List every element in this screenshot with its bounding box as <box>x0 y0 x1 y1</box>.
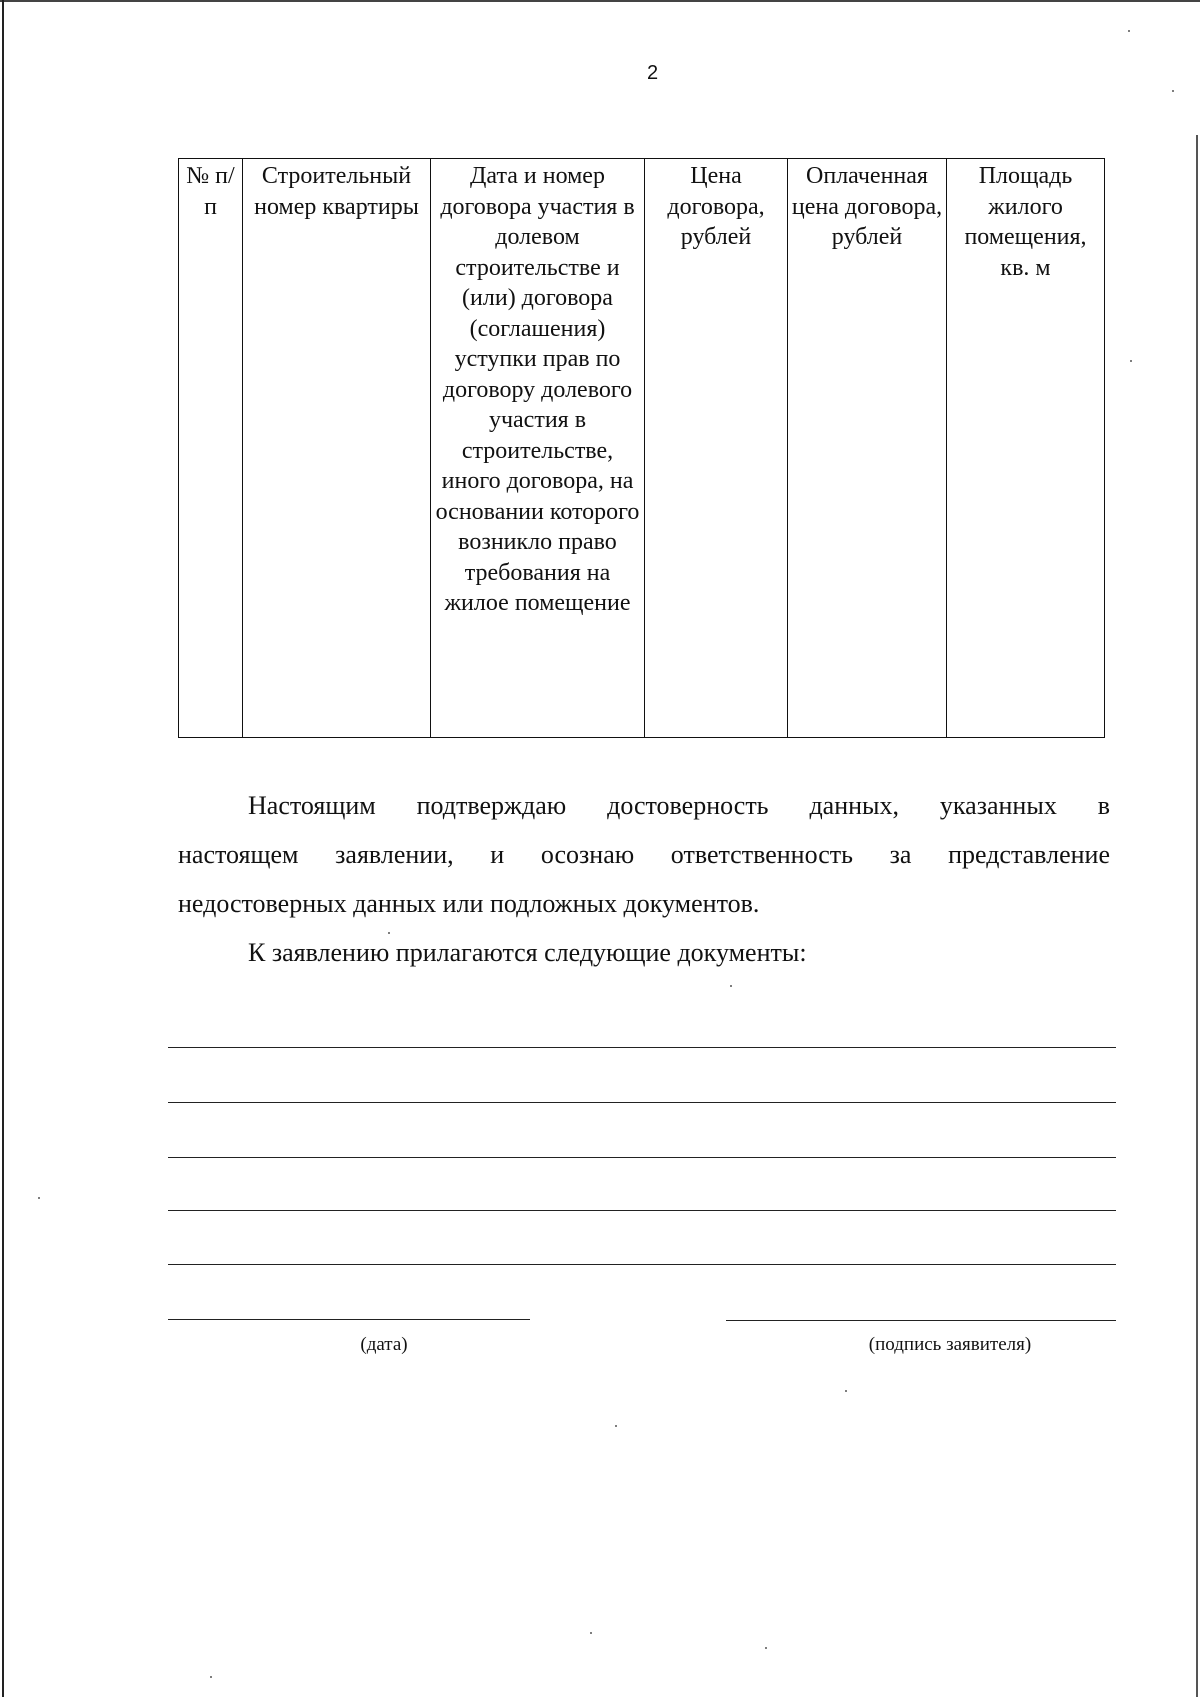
scan-speck <box>1172 90 1174 92</box>
scan-edge-right <box>1196 135 1198 1697</box>
header-living-area: Площадь жилого помещения, кв. м <box>947 159 1105 738</box>
header-apartment-number: Строительный номер квартиры <box>243 159 431 738</box>
header-contract-date-number: Дата и номер договора участия в долевом строительстве и (или) договора (соглашения) уступки прав по договору долевого участия в строительстве, иного договора, на основании которого возникло право требования на жилое помещение <box>431 159 645 738</box>
attachment-blank-line <box>168 1210 1116 1211</box>
attachment-blank-line <box>168 1102 1116 1103</box>
scan-speck <box>730 985 732 987</box>
date-blank-line <box>168 1319 530 1320</box>
statement-line-3: недостоверных данных или подложных документов. <box>178 889 760 918</box>
scan-edge-top <box>0 0 1200 2</box>
scan-speck <box>210 1676 212 1678</box>
statement-line-2: настоящем заявлении, и осознаю ответственность за представление <box>178 840 1110 869</box>
attachments-heading: К заявлению прилагаются следующие документы: <box>248 938 807 967</box>
scan-speck <box>1128 30 1130 32</box>
scan-edge-left <box>2 0 4 1697</box>
scan-speck <box>1130 360 1132 362</box>
scan-speck <box>765 1647 767 1649</box>
scan-speck <box>615 1425 617 1427</box>
scan-speck <box>590 1632 592 1634</box>
attachment-blank-line <box>168 1047 1116 1048</box>
attachment-blank-line <box>168 1157 1116 1158</box>
header-paid-price: Оплаченная цена договора, рублей <box>788 159 947 738</box>
statement-line-1: Настоящим подтверждаю достоверность данных, указанных в <box>248 791 1110 820</box>
signature-caption: (подпись заявителя) <box>868 1334 1032 1355</box>
table-header-row <box>179 159 1105 738</box>
scan-speck <box>388 932 390 934</box>
signature-blank-line <box>726 1320 1116 1321</box>
date-caption: (дата) <box>360 1334 408 1355</box>
apartments-table <box>178 158 1105 738</box>
scan-speck <box>845 1390 847 1392</box>
header-contract-price: Цена договора, рублей <box>645 159 788 738</box>
attachment-blank-line <box>168 1264 1116 1265</box>
scan-speck <box>38 1197 40 1199</box>
header-row-number: № п/п <box>179 159 243 738</box>
page-number: 2 <box>646 62 659 84</box>
